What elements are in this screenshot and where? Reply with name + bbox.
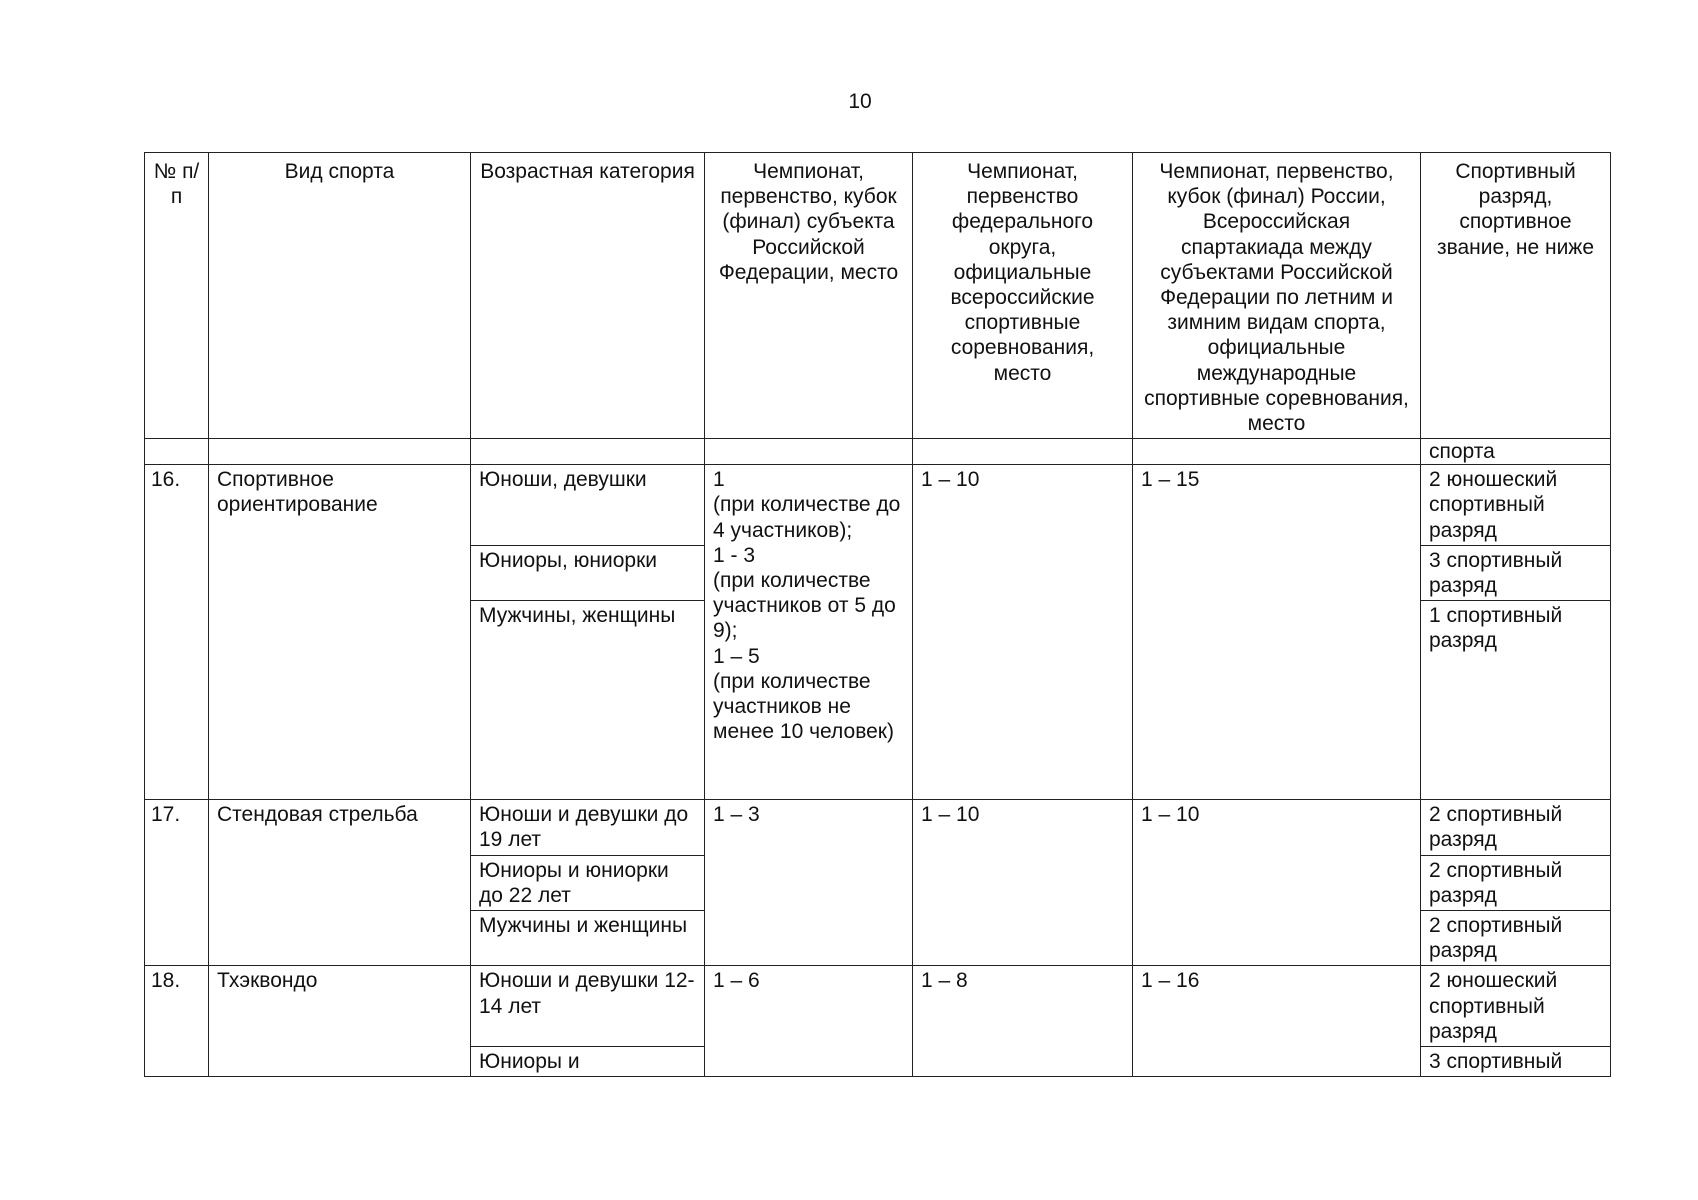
sport-name: Стендовая стрельба xyxy=(209,800,471,966)
sport-rank: 3 спортивный xyxy=(1421,1046,1611,1076)
header-sport: Вид спорта xyxy=(209,153,471,439)
table-row xyxy=(145,966,1611,1047)
federal-place: 1 – 10 xyxy=(913,800,1133,966)
header-national: Чемпионат, первенство, кубок (финал) России, Всероссийская спартакиада между субъектами Российской Федерации по летним и зимним видам спорта, официальные международные спортивные соревнования, место xyxy=(1133,153,1421,439)
sport-rank: 2 спортивный разряд xyxy=(1421,855,1611,910)
age-category: Мужчины и женщины xyxy=(471,910,705,965)
sport-rank: 2 юношеский спортивный разряд xyxy=(1421,966,1611,1047)
header-spacer-row xyxy=(145,439,1611,465)
age-category: Юниоры и xyxy=(471,1046,705,1076)
national-place: 1 – 15 xyxy=(1133,465,1421,800)
row-number: 16. xyxy=(145,465,209,800)
federal-place: 1 – 8 xyxy=(913,966,1133,1077)
sport-name: Спортивное ориентирование xyxy=(209,465,471,800)
sport-rank: 2 спортивный разряд xyxy=(1421,800,1611,855)
header-num: № п/п xyxy=(145,153,209,439)
table-row xyxy=(145,465,1611,546)
sport-rank: 2 юношеский спортивный разряд xyxy=(1421,465,1611,546)
age-category: Юноши и девушки 12-14 лет xyxy=(471,966,705,1047)
header-rank: Спортивный разряд, спортивное звание, не ниже xyxy=(1421,153,1611,439)
age-category: Юниоры, юниорки xyxy=(471,545,705,600)
age-category: Юноши, девушки xyxy=(471,465,705,546)
regional-place: 1 – 3 xyxy=(705,800,913,966)
national-place: 1 – 10 xyxy=(1133,800,1421,966)
header-rank-continuation: спорта xyxy=(1421,439,1611,465)
age-category: Мужчины, женщины xyxy=(471,601,705,800)
age-category: Юниоры и юниорки до 22 лет xyxy=(471,855,705,910)
page-number: 10 xyxy=(848,90,872,113)
regional-place: 1 (при количестве до 4 участников); 1 - 3 (при количестве участников от 5 до 9); 1 – 5 (при количестве участников не менее 10 человек) xyxy=(705,465,913,800)
sport-name: Тхэквондо xyxy=(209,966,471,1077)
national-place: 1 – 16 xyxy=(1133,966,1421,1077)
age-category: Юноши и девушки до 19 лет xyxy=(471,800,705,855)
header-regional: Чемпионат, первенство, кубок (финал) субъекта Российской Федерации, место xyxy=(705,153,913,439)
sport-rank: 2 спортивный разряд xyxy=(1421,910,1611,965)
federal-place: 1 – 10 xyxy=(913,465,1133,800)
table-header-row xyxy=(145,153,1611,439)
header-age: Возрастная категория xyxy=(471,153,705,439)
sport-rank: 1 спортивный разряд xyxy=(1421,601,1611,800)
row-number: 17. xyxy=(145,800,209,966)
sports-criteria-table xyxy=(144,152,1611,1077)
table-row xyxy=(145,800,1611,855)
row-number: 18. xyxy=(145,966,209,1077)
sport-rank: 3 спортивный разряд xyxy=(1421,545,1611,600)
regional-place: 1 – 6 xyxy=(705,966,913,1077)
header-federal: Чемпионат, первенство федерального округа, официальные всероссийские спортивные соревнования, место xyxy=(913,153,1133,439)
